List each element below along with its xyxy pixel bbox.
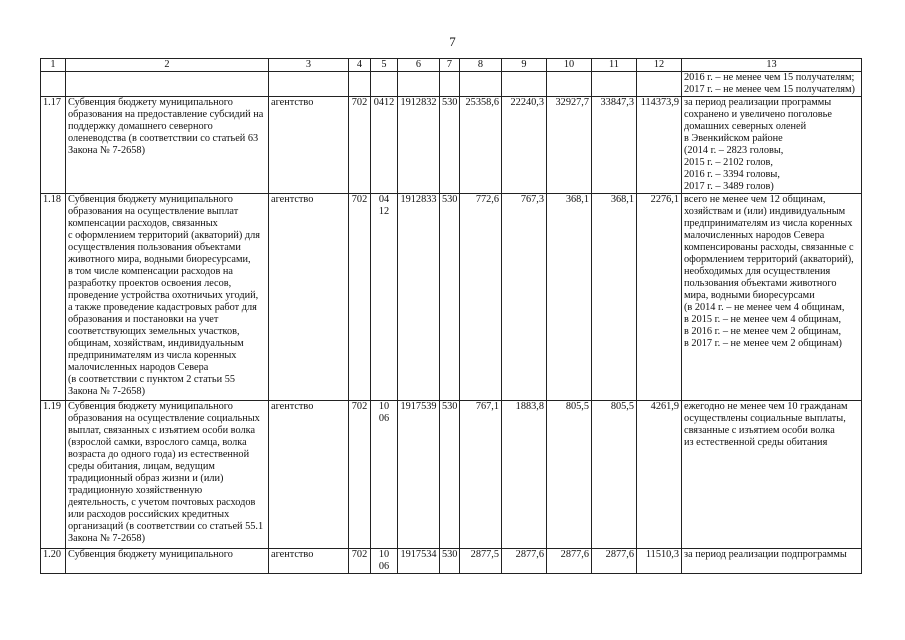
code-cell: 530 [440,97,460,194]
executor: агентство [269,401,349,549]
amount-cell: 805,5 [547,401,592,549]
measure-name: Субвенция бюджету муниципального образования на осуществление социальных выплат, связанных с изъятием особи волка (взрослой самки, взрослого самца, волка возраста до одного года) из естественной среды обитания, лицам, ведущим традиционный образ жизни и (или) традиционную хозяйственную деятельность, с учетом почтовых расходов или расходов российских кредитных организаций (в соответствии со статьей 55.1 Закона № 7-2658) [66,401,269,549]
header-cell: 6 [398,59,440,72]
amount-cell: 22240,3 [502,97,547,194]
measure-name: Субвенция бюджету муниципального [66,549,269,574]
code-cell: 10 06 [371,401,398,549]
amount-cell: 2877,6 [502,549,547,574]
row-id: 1.17 [41,97,66,194]
amount-cell: 2276,1 [637,194,682,401]
header-row [41,59,862,72]
amount-cell [460,72,502,97]
code-cell: 702 [349,97,371,194]
header-cell: 1 [41,59,66,72]
amount-cell: 11510,3 [637,549,682,574]
amount-cell: 2877,6 [547,549,592,574]
code-cell: 1912832 [398,97,440,194]
result-cell: всего не менее чем 12 общинам, хозяйствам и (или) индивидуальным предпринимателям из числа коренных малочисленных народов Севера компенсированы расходы, связанные с оформлением территорий (акваторий), необходимых для осуществления пользования объектами животного мира, водными биоресурсами (в 2014 г. – не менее чем 4 общинам, в 2015 г. – не менее чем 4 общинам, в 2016 г. – не менее чем 2 общинам, в 2017 г. – не менее чем 2 общинам) [682,194,862,401]
header-cell: 8 [460,59,502,72]
code-cell: 530 [440,401,460,549]
page-number: 7 [449,34,456,49]
result-cell: 2016 г. – не менее чем 15 получателям; 2017 г. – не менее чем 15 получателям) [682,72,862,97]
code-cell [398,72,440,97]
amount-cell: 32927,7 [547,97,592,194]
measure-name: Субвенция бюджету муниципального образования на предоставление субсидий на поддержку домашнего северного оленеводства (в соответствии со статьей 63 Закона № 7-2658) [66,97,269,194]
executor [269,72,349,97]
header-cell: 10 [547,59,592,72]
executor: агентство [269,97,349,194]
amount-cell: 767,3 [502,194,547,401]
code-cell: 04 12 [371,194,398,401]
code-cell: 1917534 [398,549,440,574]
result-cell: за период реализации подпрограммы [682,549,862,574]
header-cell: 12 [637,59,682,72]
row-id: 1.18 [41,194,66,401]
header-cell: 2 [66,59,269,72]
code-cell [371,72,398,97]
amount-cell: 767,1 [460,401,502,549]
code-cell: 702 [349,194,371,401]
measure-name [66,72,269,97]
table-row [41,401,862,549]
amount-cell: 25358,6 [460,97,502,194]
code-cell: 530 [440,194,460,401]
amount-cell: 368,1 [547,194,592,401]
row-id [41,72,66,97]
measure-name: Субвенция бюджету муниципального образования на осуществление выплат компенсации расходов, связанных с оформлением территорий (акваторий) для осуществления пользования объектами животного мира, водными биоресурсами, в том числе компенсации расходов на разработку проектов освоения лесов, проведение устройства охотничьих угодий, а также проведение кадастровых работ для образования и постановки на учет соответствующих земельных участков, общинам, хозяйствам, индивидуальным предпринимателям из числа коренных малочисленных народов Севера (в соответствии с пунктом 2 статьи 55 Закона № 7-2658) [66,194,269,401]
code-cell: 1917539 [398,401,440,549]
header-cell: 9 [502,59,547,72]
code-cell: 0412 [371,97,398,194]
amount-cell [592,72,637,97]
table-row [41,549,862,574]
code-cell: 530 [440,549,460,574]
code-cell: 1912833 [398,194,440,401]
amount-cell: 2877,6 [592,549,637,574]
amount-cell: 2877,5 [460,549,502,574]
amount-cell: 114373,9 [637,97,682,194]
amount-cell: 772,6 [460,194,502,401]
code-cell: 702 [349,549,371,574]
table-row [41,72,862,97]
executor: агентство [269,194,349,401]
executor: агентство [269,549,349,574]
row-id: 1.19 [41,401,66,549]
amount-cell [547,72,592,97]
code-cell [440,72,460,97]
code-cell: 10 06 [371,549,398,574]
amount-cell: 368,1 [592,194,637,401]
code-cell [349,72,371,97]
amount-cell: 4261,9 [637,401,682,549]
header-cell: 5 [371,59,398,72]
header-cell: 11 [592,59,637,72]
row-id: 1.20 [41,549,66,574]
amount-cell [637,72,682,97]
header-cell: 3 [269,59,349,72]
amount-cell: 33847,3 [592,97,637,194]
table-row [41,194,862,401]
header-cell: 7 [440,59,460,72]
budget-table [40,58,862,574]
amount-cell: 805,5 [592,401,637,549]
header-cell: 4 [349,59,371,72]
code-cell: 702 [349,401,371,549]
amount-cell [502,72,547,97]
header-cell: 13 [682,59,862,72]
table-row [41,97,862,194]
result-cell: ежегодно не менее чем 10 гражданам осуществлены социальные выплаты, связанные с изъятием особи волка из естественной среды обитания [682,401,862,549]
amount-cell: 1883,8 [502,401,547,549]
result-cell: за период реализации программы сохранено и увеличено поголовье домашних северных оленей в Эвенкийском районе (2014 г. – 2823 головы, 2015 г. – 2102 голов, 2016 г. – 3394 головы, 2017 г. – 3489 голов) [682,97,862,194]
